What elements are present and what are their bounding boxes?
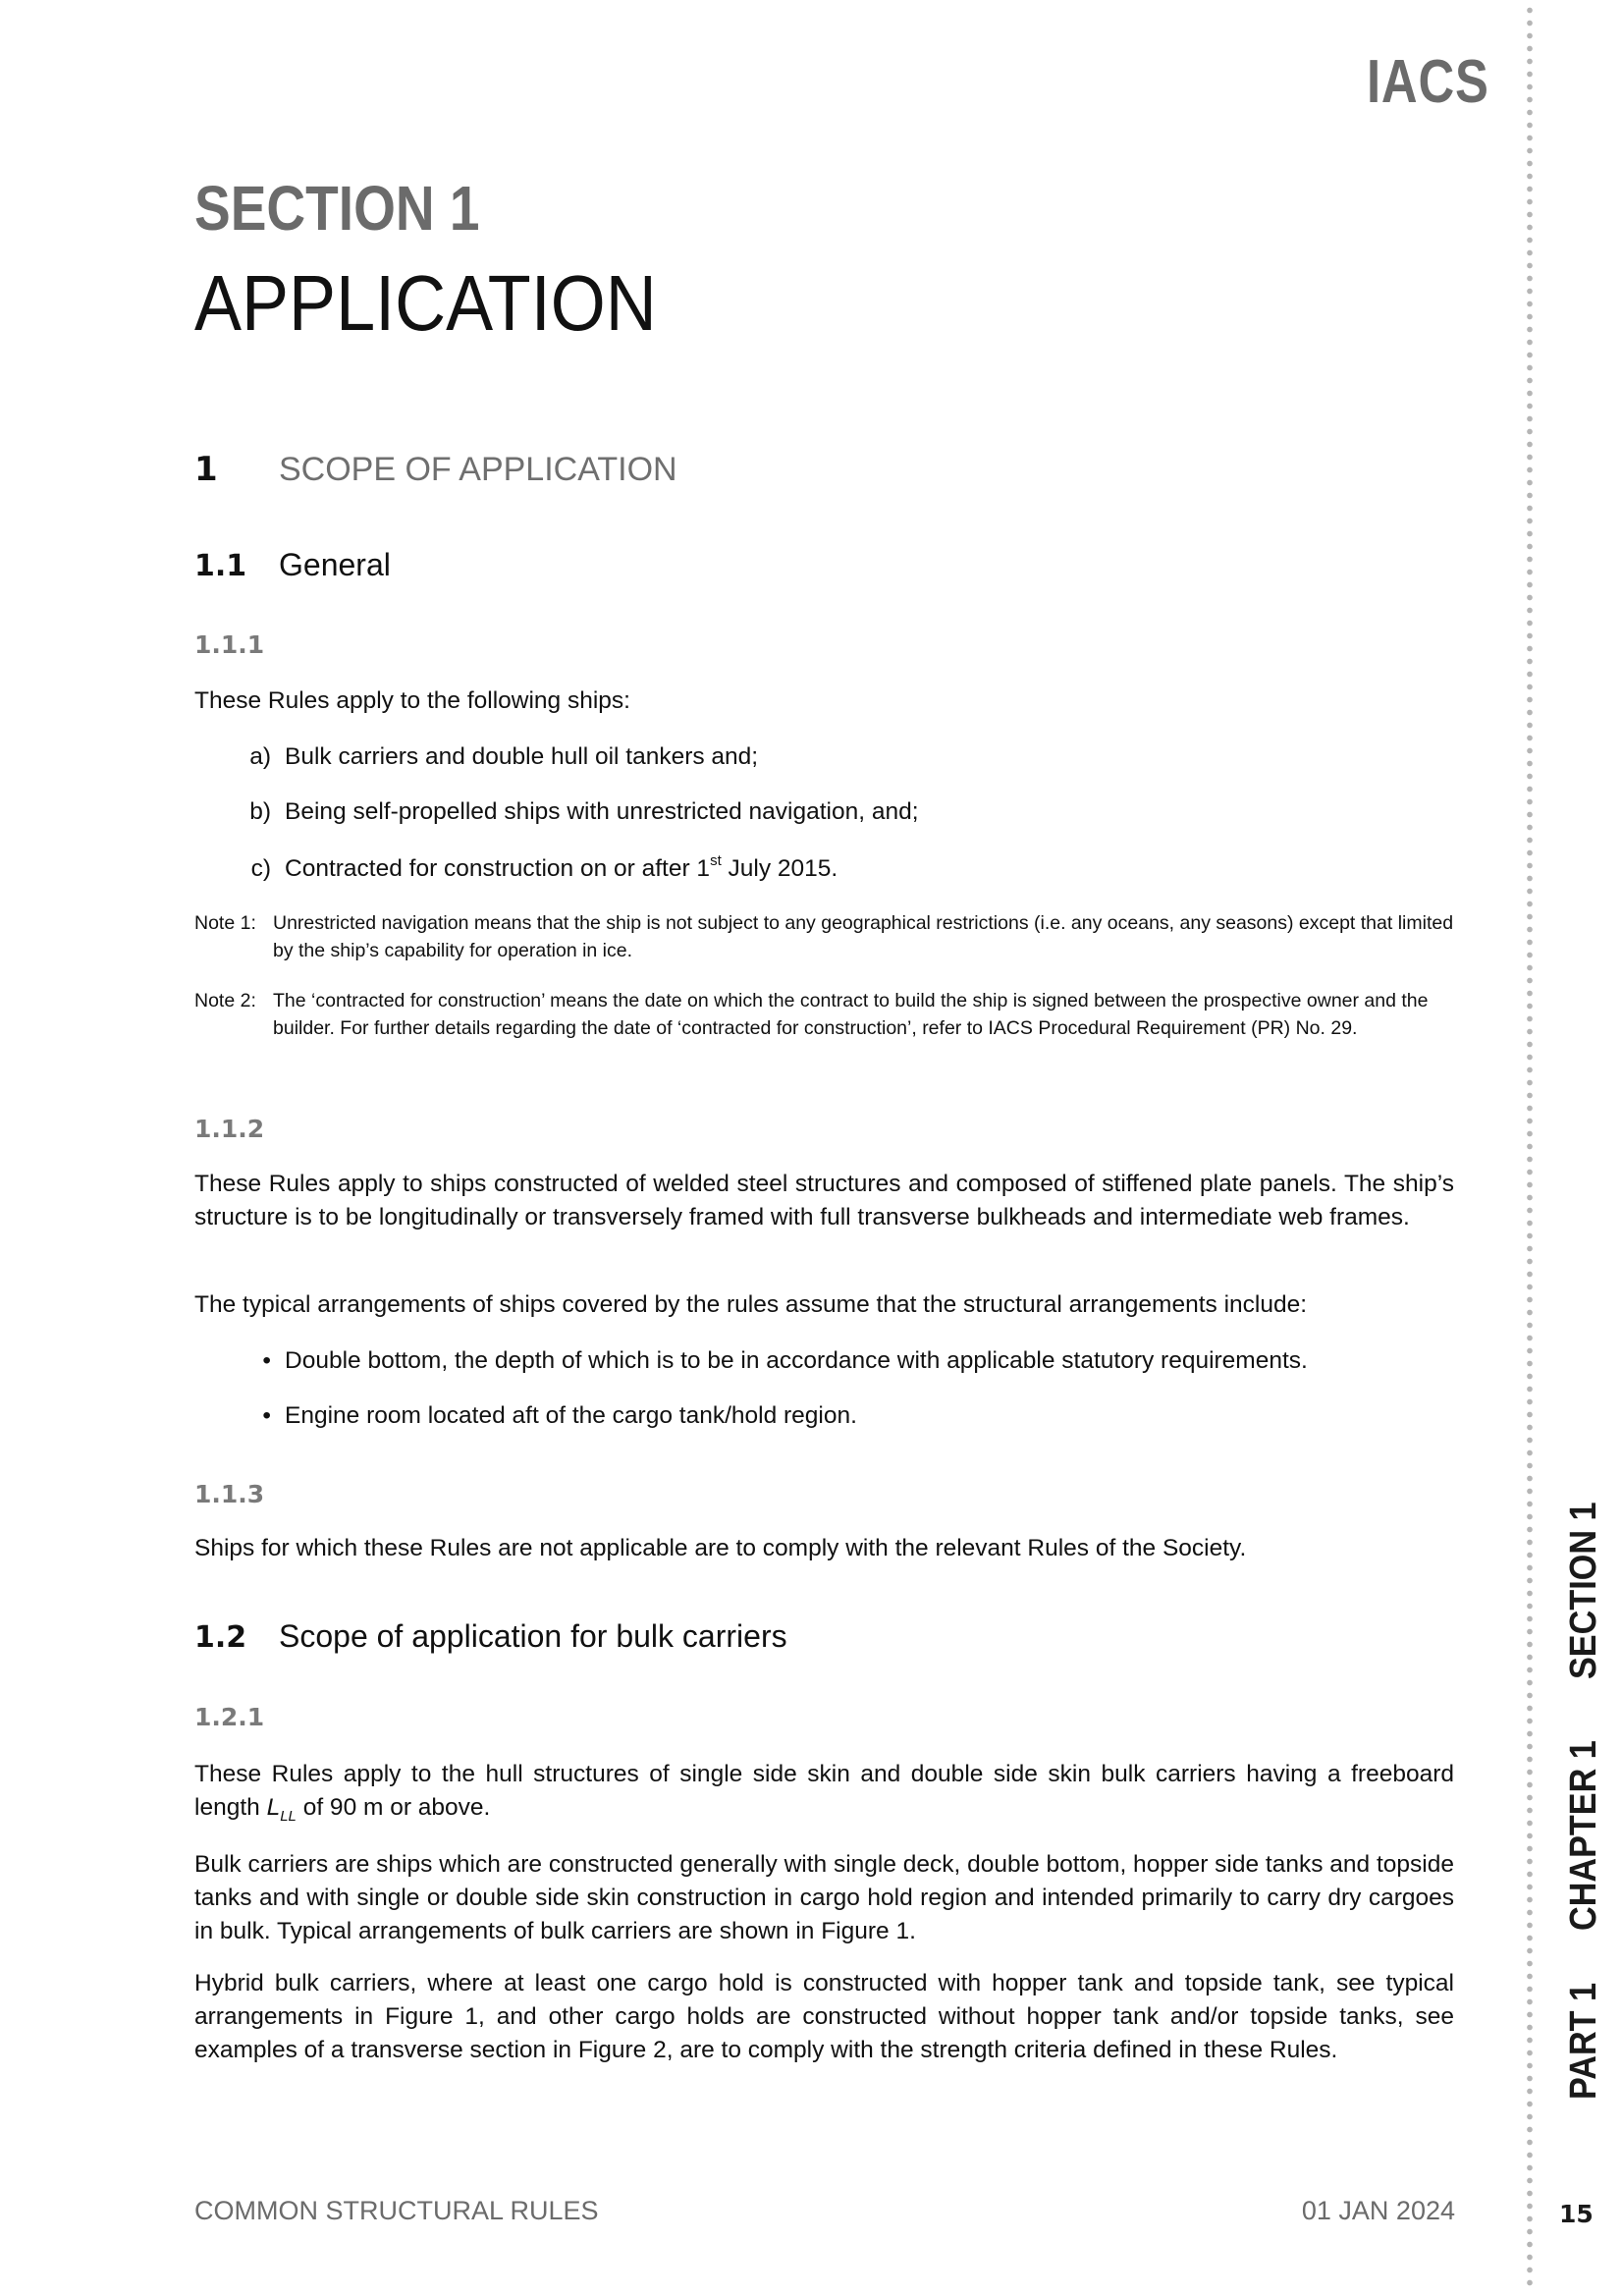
clause-1-2-1-number: 1.2.1: [194, 1703, 265, 1731]
list-text: Contracted for construction on or after 1: [285, 855, 711, 882]
clause-1-1-3-number: 1.1.3: [194, 1480, 265, 1508]
clause-1-1-2-paragraph-1: These Rules apply to ships constructed of welded steel structures and composed of stiffened plate panels. The ship’s structure is to be longitudinally or transversely framed with full transverse bulkheads and intermediate web frames.: [194, 1171, 1454, 1230]
bullet-marker: •: [262, 1402, 271, 1429]
footer-document-title: COMMON STRUCTURAL RULES: [194, 2196, 599, 2225]
note-label: Note 1:: [194, 912, 256, 934]
note-1: [194, 909, 1454, 964]
heading-text: SCOPE OF APPLICATION: [279, 451, 677, 488]
list-item: [232, 795, 1454, 829]
clause-1-1-2-number: 1.1.2: [194, 1115, 265, 1143]
clause-1-1-1-number: 1.1.1: [194, 630, 265, 659]
note-text: Unrestricted navigation means that the ship is not subject to any geographical restrictions (i.e. any oceans, any seasons) except that limited by the ship’s capability for operation in ice.: [273, 912, 1454, 961]
bullet-item: [232, 1399, 1454, 1433]
heading-1: [194, 450, 677, 489]
dotted-margin-rule: [1526, 4, 1534, 2292]
clause-1-1-1-intro: These Rules apply to the following ships:: [194, 687, 630, 714]
heading-1-2: [194, 1618, 787, 1655]
bullet-item: [232, 1344, 1454, 1378]
list-item: [232, 852, 1454, 886]
sidebar-part: PART 1: [1562, 1982, 1604, 2100]
footer-date: 01 JAN 2024: [1301, 2196, 1455, 2225]
heading-number: 1.1: [194, 549, 247, 583]
list-text: Bulk carriers and double hull oil tankers and;: [285, 743, 759, 770]
section-title: APPLICATION: [194, 259, 657, 347]
clause-1-1-3-paragraph: Ships for which these Rules are not applicable are to comply with the relevant Rules of the Society.: [194, 1535, 1247, 1561]
paragraph-text-end: of 90 m or above.: [296, 1794, 491, 1821]
list-text-end: July 2015.: [721, 855, 838, 882]
note-label: Note 2:: [194, 990, 256, 1011]
variable-subscript: LL: [280, 1808, 297, 1825]
bullet-marker: •: [262, 1347, 271, 1374]
sidebar-section: SECTION 1: [1562, 1502, 1604, 1680]
bullet-text: Engine room located aft of the cargo tank/hold region.: [285, 1402, 857, 1429]
clause-1-2-1-paragraph-3: Hybrid bulk carriers, where at least one cargo hold is constructed with hopper tank and topside tank, see typical arrangements in Figure 1, and other cargo holds are constructed without hopper tank and/or topside tanks, see examples of a transverse section in Figure 2, are to comply with the strength criteria defined in these Rules.: [194, 1970, 1454, 2063]
clause-1-2-1-paragraph-2: Bulk carriers are ships which are constructed generally with single deck, double bottom, hopper side tanks and topside tanks and with single or double side skin construction in cargo hold region and intended primarily to carry dry cargoes in bulk. Typical arrangements of bulk carriers are shown in Figure 1.: [194, 1851, 1454, 1944]
clause-1-2-1-paragraph-1: [194, 1758, 1454, 1825]
heading-text: Scope of application for bulk carriers: [279, 1618, 787, 1654]
list-item: [232, 740, 1454, 774]
clause-1-1-2-paragraph-2: The typical arrangements of ships covered by the rules assume that the structural arrangements include:: [194, 1291, 1308, 1318]
page-number: 15: [1559, 2200, 1594, 2228]
bullet-text: Double bottom, the depth of which is to be in accordance with applicable statutory requirements.: [285, 1347, 1308, 1374]
list-text: Being self-propelled ships with unrestricted navigation, and;: [285, 798, 919, 825]
variable-symbol: L: [266, 1794, 281, 1821]
ordinal-superscript: st: [710, 852, 722, 869]
heading-number: 1: [194, 450, 218, 489]
heading-1-1: [194, 547, 391, 583]
heading-text: General: [279, 547, 391, 582]
sidebar-running-title: [1559, 1412, 1608, 2100]
list-marker: b): [249, 798, 271, 825]
iacs-logo: IACS: [1366, 48, 1489, 116]
sidebar-chapter: CHAPTER 1: [1562, 1739, 1604, 1931]
list-marker: a): [249, 743, 271, 770]
paragraph-text: These Rules apply to the hull structures of single side skin and double side skin bulk carriers having a freeboard length: [194, 1761, 1454, 1821]
note-2: [194, 987, 1454, 1042]
section-label: SECTION 1: [194, 173, 480, 244]
heading-number: 1.2: [194, 1620, 247, 1655]
list-marker: c): [250, 855, 271, 882]
note-text: The ‘contracted for construction’ means the date on which the contract to build the ship is signed between the prospective owner and the builder. For further details regarding the date of ‘contracted for construction’, refer to IACS Procedural Requirement (PR) No. 29.: [273, 990, 1429, 1039]
